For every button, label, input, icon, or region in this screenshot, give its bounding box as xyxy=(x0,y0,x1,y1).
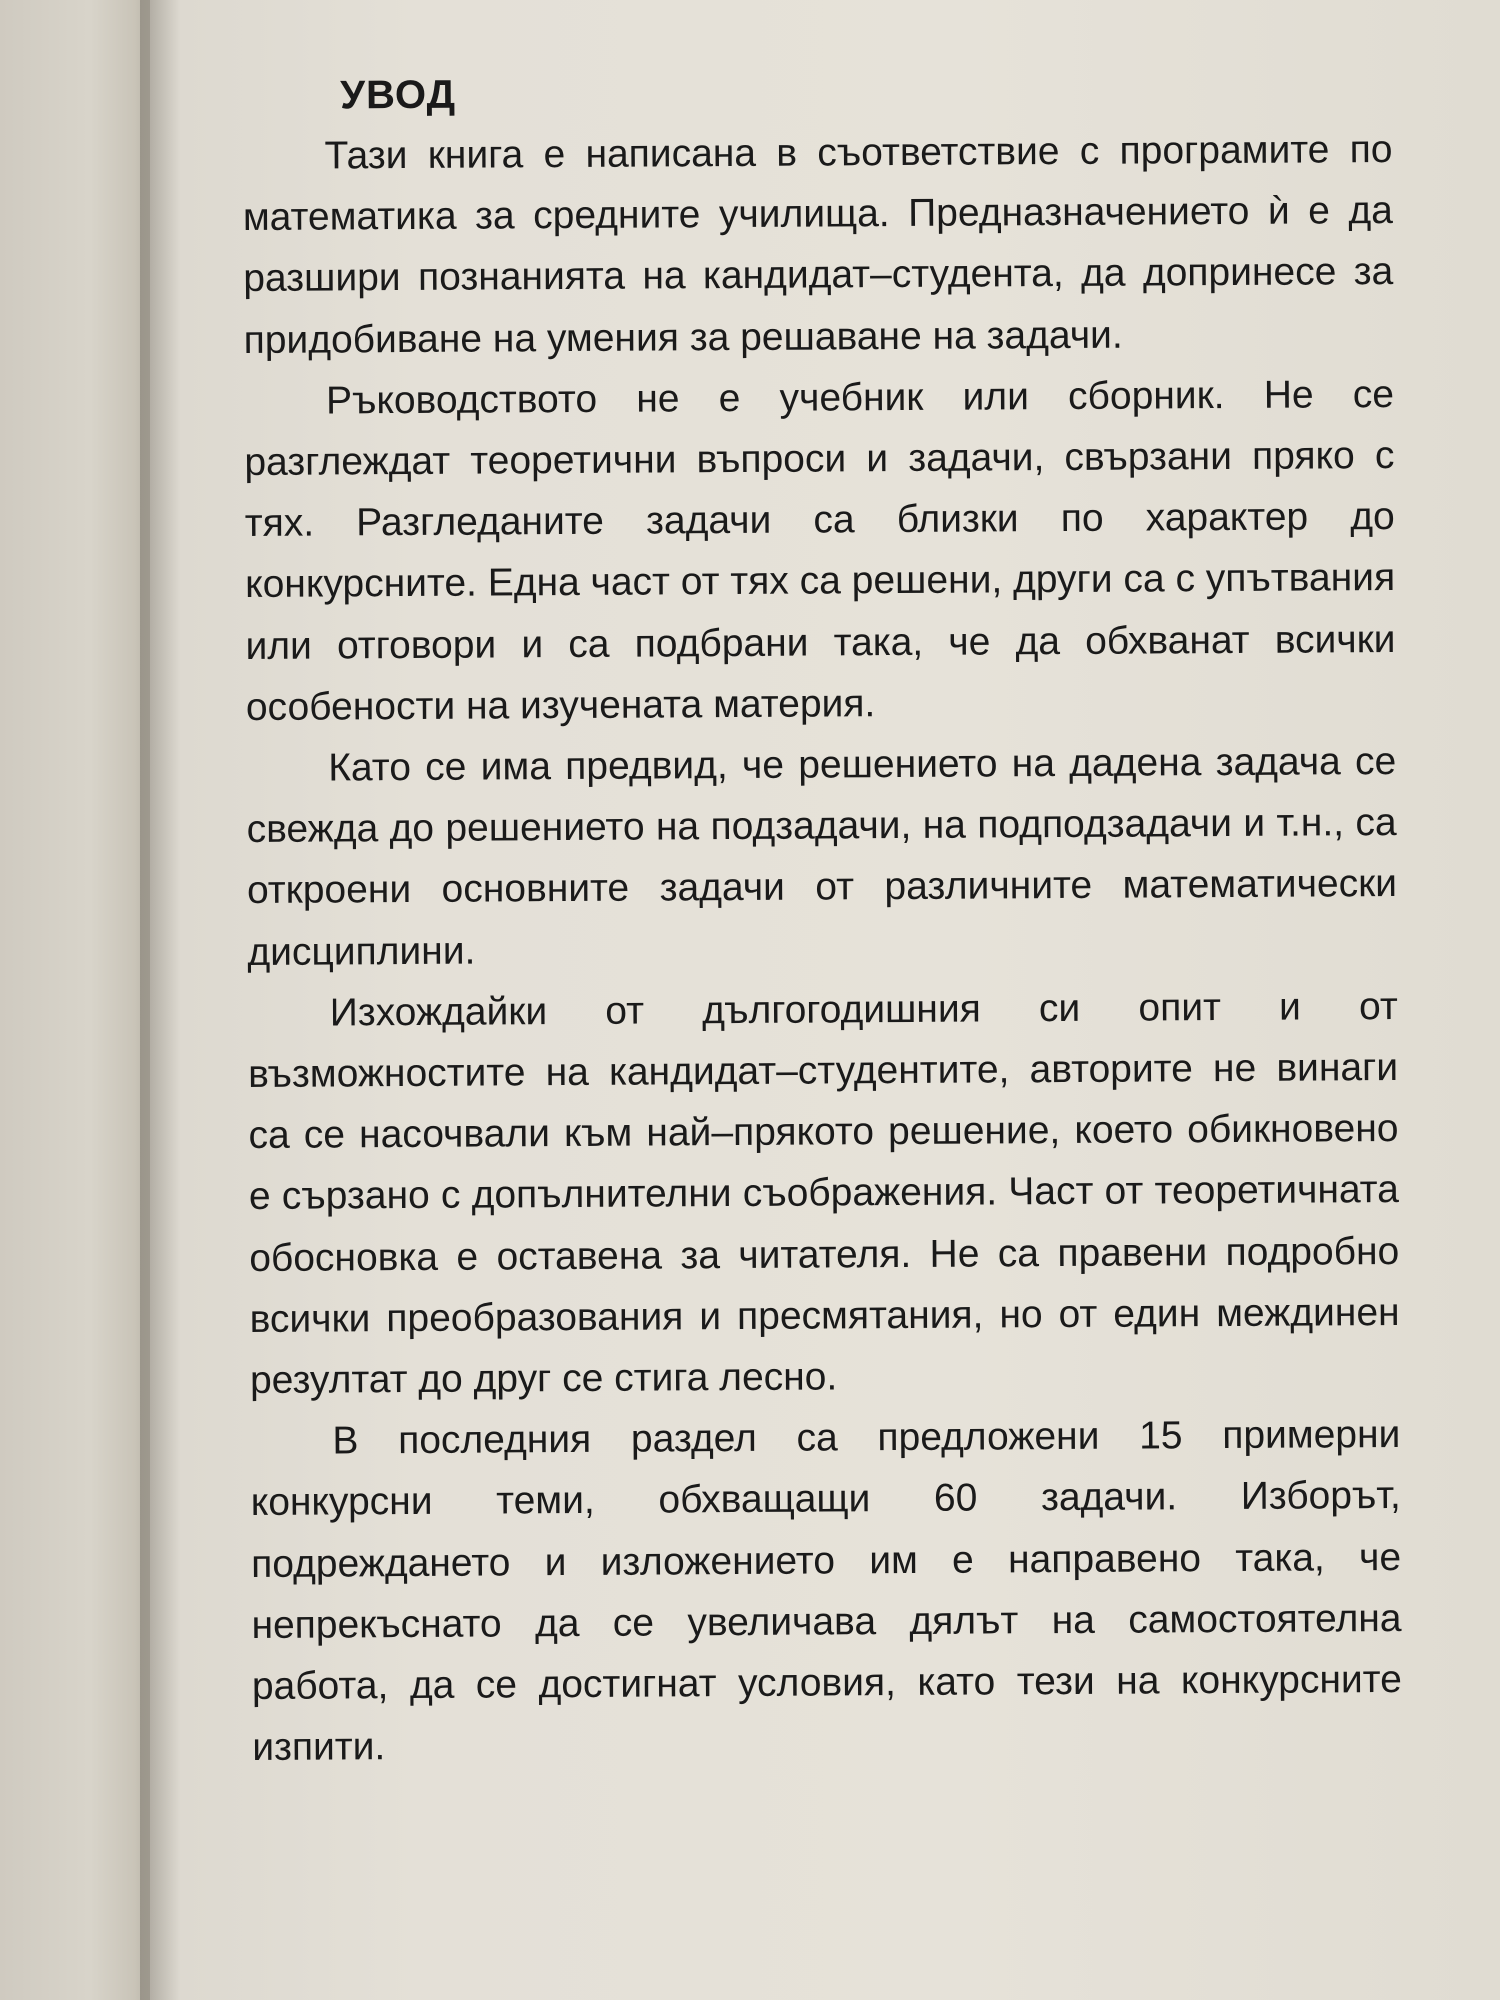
section-title: УВОД xyxy=(340,72,457,118)
paragraph-3: Като се има предвид, че решението на дадена задача се свежда до решението на подзадачи, на подподзадачи и т.н., са откроени основните задачи от различните математически дисциплини. xyxy=(246,739,1398,974)
paragraph-5: В последния раздел са предложени 15 примерни конкурсни теми, обхващащи 60 задачи. Изборът, подреждането и изложението им е направено така, че непрекъснато да се увеличава дялът на самостоятелна работа, да се достигнат условия, като тези на конкурсните изпити. xyxy=(250,1413,1402,1770)
left-page-edge xyxy=(0,0,150,2000)
gutter-shadow xyxy=(140,0,180,2000)
paragraph-2: Ръководството не е учебник или сборник. Не се разглеждат теоретични въпроси и задачи, свързани пряко с тях. Разгледаните задачи са близки по характер до конкурсните. Една част от тях са решени, други са с упътвания или отговори и са подбрани така, че да обхванат всички особености на изучената материя. xyxy=(244,372,1396,729)
paragraph-1: Тази книга е написана в съответствие с програмите по математика за средните училища. Предназначението ѝ е да разшири познанията на кандидат–студента, да допринесе за придобиване на умения за решаване на задачи. xyxy=(242,127,1394,362)
text-block xyxy=(242,63,1402,1778)
paragraph-4: Изхождайки от дългогодишния си опит и от възможностите на кандидат–студентите, авторите не винаги са се насочвали към най–прякото решение, което обикновено е сързано с допълнителни съображения. Част от теоретичната обосновка е оставена за читателя. Не са правени подробно всички преобразования и пресмятания, но от един междинен резултат до друг се стига лесно. xyxy=(248,984,1400,1403)
